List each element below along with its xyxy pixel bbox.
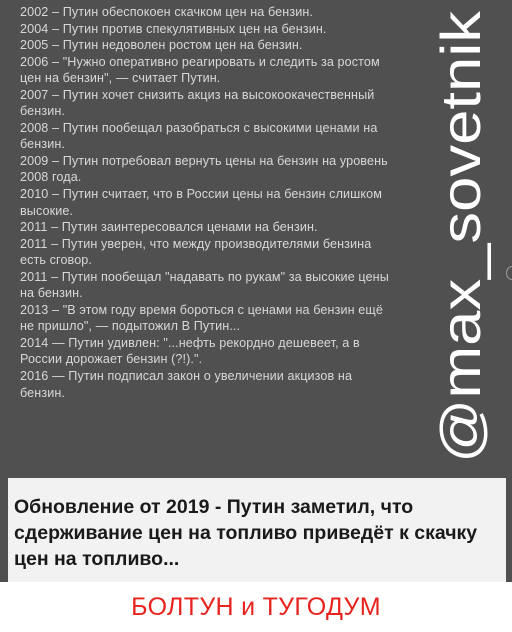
list-item: 2011 – Путин уверен, что между производителями бензина есть сговор. bbox=[20, 236, 372, 268]
list-item: 2002 – Путин обеспокоен скачком цен на бензин. bbox=[20, 5, 314, 19]
watermark-text: @max_sovetnik bbox=[429, 63, 492, 463]
update-note: Обновление от 2019 - Путин заметил, что сдерживание цен на топливо приведёт к скачку цен на топливо... bbox=[14, 496, 478, 570]
watermark bbox=[420, 2, 500, 470]
list-item: 2011 – Путин заинтересовался ценами на бензин. bbox=[20, 220, 318, 235]
caption: БОЛТУН и ТУГОДУМ bbox=[131, 593, 381, 621]
list-item: 2007 – Путин хочет снизить акциз на высокоокачественный бензин. bbox=[20, 87, 375, 119]
ring-mark bbox=[506, 266, 512, 280]
list-item: 2004 – Путин против спекулятивных цен на бензин. bbox=[20, 21, 327, 36]
list-item: 2011 – Путин пообещал "надавать по рукам" за высокие цены на бензин. bbox=[20, 269, 389, 301]
price-complaints-list bbox=[20, 4, 390, 401]
list-item: 2016 — Путин подписал закон о увеличении акцизов на бензин. bbox=[20, 369, 353, 400]
list-item: 2008 – Путин пообещал разобраться с высокими ценами на бензин. bbox=[20, 120, 378, 152]
list-item: 2006 – "Нужно оперативно реагировать и следить за ростом цен на бензин", — считает Путин. bbox=[20, 54, 380, 86]
list-item: 2010 – Путин считает, что в России цены на бензин слишком высокие. bbox=[20, 187, 382, 218]
list-item: 2013 – "В этом году время бороться с ценами на бензин ещё не пришло", — подытожил В Путин... bbox=[20, 302, 383, 334]
list-item: 2014 — Путин удивлен: "...нефть рекордно дешевеет, а в России дорожает бензин (?!).". bbox=[20, 335, 360, 367]
list-item: 2005 – Путин недоволен ростом цен на бензин. bbox=[20, 38, 303, 53]
list-item: 2009 – Путин потребовал вернуть цены на бензин на уровень 2008 года. bbox=[20, 153, 388, 185]
